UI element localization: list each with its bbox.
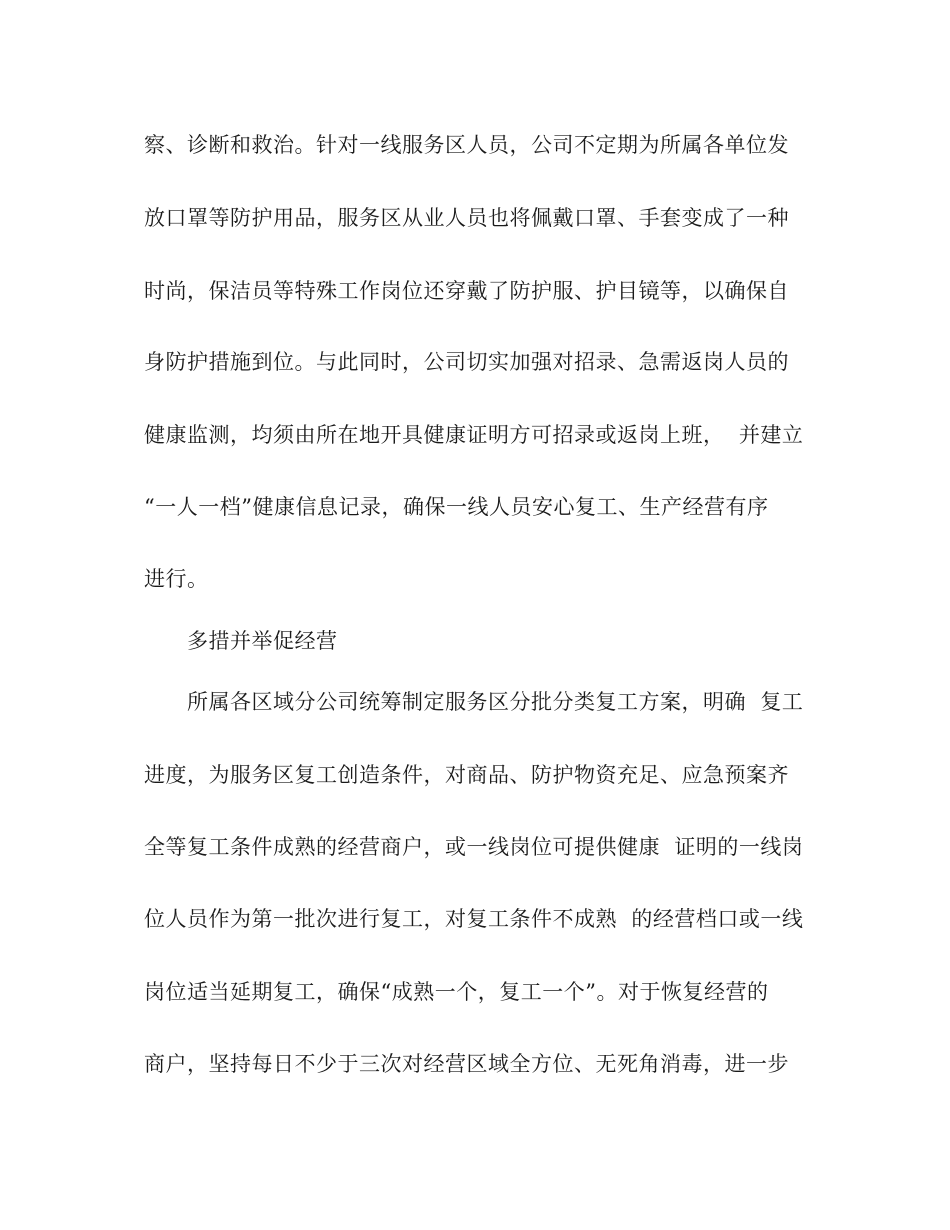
paragraph-line: 察、诊断和救治。针对一线服务区人员，公司不定期为所属各单位发 (144, 133, 789, 157)
paragraph-line: 位人员作为第一批次进行复工，对复工条件不成熟 的经营档口或一线 (144, 907, 804, 931)
paragraph-line: “一人一档”健康信息记录，确保一线人员安心复工、生产经营有序 (144, 495, 769, 519)
paragraph-line: 所属各区域分公司统筹制定服务区分批分类复工方案，明确 复工 (187, 690, 804, 714)
paragraph-line: 身防护措施到位。与此同时，公司切实加强对招录、急需返岗人员的 (144, 350, 789, 374)
paragraph-line: 时尚，保洁员等特殊工作岗位还穿戴了防护服、护目镜等，以确保自 (144, 279, 789, 303)
section-heading: 多措并举促经营 (187, 629, 338, 653)
paragraph-line: 全等复工条件成熟的经营商户，或一线岗位可提供健康 证明的一线岗 (144, 835, 804, 859)
paragraph-line: 放口罩等防护用品，服务区从业人员也将佩戴口罩、手套变成了一种 (144, 206, 789, 230)
paragraph-line: 健康监测，均须由所在地开具健康证明方可招录或返岗上班， 并建立 (144, 423, 804, 447)
paragraph-line: 进行。 (144, 567, 209, 591)
paragraph-line: 岗位适当延期复工，确保“成熟一个，复工一个”。对于恢复经营的 (144, 980, 769, 1004)
paragraph-line: 商户，坚持每日不少于三次对经营区域全方位、无死角消毒，进一步 (144, 1052, 789, 1076)
paragraph-line: 进度，为服务区复工创造条件，对商品、防护物资充足、应急预案齐 (144, 763, 789, 787)
